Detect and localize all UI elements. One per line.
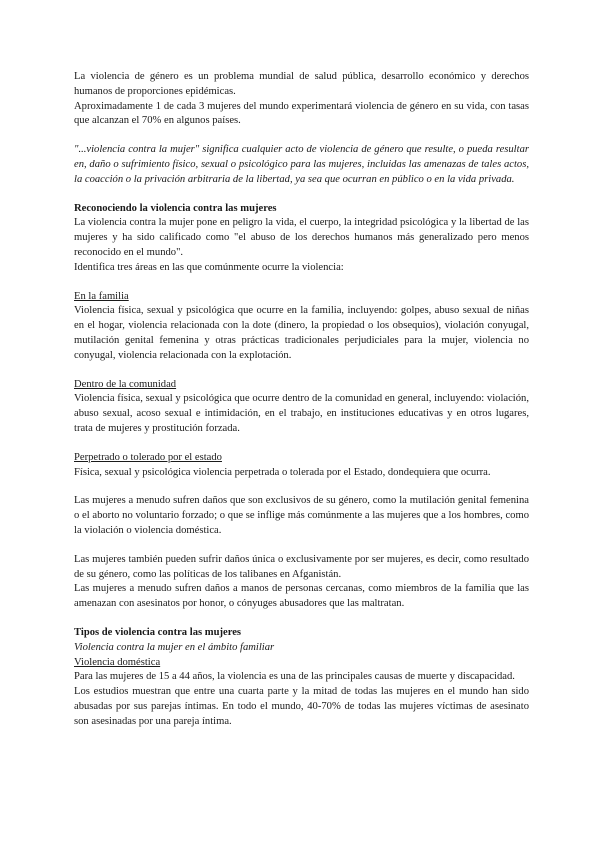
harm-group — [74, 553, 529, 612]
intro-paragraph-1: La violencia de género es un problema mundial de salud pública, desarrollo económico y derechos humanos de proporciones epidémicas. — [74, 71, 529, 97]
domestic-paragraph-1: Para las mujeres de 15 a 44 años, la violencia es una de las principales causas de muerte y discapacidad. — [74, 671, 515, 683]
intro-paragraph-2: Aproximadamente 1 de cada 3 mujeres del mundo experimentará violencia de género en su vida, con tasas que alcanzan el 70% en algunos países. — [74, 100, 529, 127]
area-text-community: Violencia física, sexual y psicológica que ocurre dentro de la comunidad en general, incluyendo: violación, abuso sexual, acoso sexual e intimidación, en el trabajo, en instituciones educativas y en otros lugares, trata de mujeres y prostitución forzada. — [74, 393, 529, 434]
section-types — [74, 626, 529, 730]
area-text-state: Física, sexual y psicológica violencia perpetrada o tolerada por el Estado, dondequiera que ocurra. — [74, 466, 491, 478]
area-title-family: En la familia — [74, 290, 129, 302]
domestic-violence-title: Violencia doméstica — [74, 656, 161, 668]
section-recognizing — [74, 202, 529, 276]
area-title-state: Perpetrado o tolerado por el estado — [74, 451, 222, 463]
area-state — [74, 451, 529, 481]
area-family — [74, 290, 529, 364]
section-heading-types: Tipos de violencia contra las mujeres — [74, 626, 242, 638]
harm-paragraph-1: Las mujeres a menudo sufren daños que son exclusivos de su género, como la mutilación genital femenina o el aborto no voluntario forzado; o que se inflige más comúnmente a las mujeres que a los hombres, como la violación o violencia doméstica. — [74, 495, 529, 536]
area-title-community: Dentro de la comunidad — [74, 378, 177, 390]
section-heading-recognizing: Reconociendo la violencia contra las mujeres — [74, 202, 277, 214]
definition-quote: "...violencia contra la mujer" significa cualquier acto de violencia de género que resulte, o pueda resultar en, daño o sufrimiento físico, sexual o psicológico para las mujeres, incluidas las amenazas de tales actos, la coacción o la privación arbitraria de la libertad, ya sea que ocurran en público o en la vida privada. — [74, 144, 529, 185]
document-page — [74, 70, 529, 729]
types-subheading: Violencia contra la mujer en el ámbito familiar — [74, 641, 275, 653]
recognizing-paragraph-2: Identifica tres áreas en las que comúnmente ocurre la violencia: — [74, 261, 344, 273]
recognizing-paragraph-1: La violencia contra la mujer pone en peligro la vida, el cuerpo, la integridad psicológica y la libertad de las mujeres y ha sido calificado como "el abuso de los derechos humanos más generalizado pero menos reconocido en el mundo". — [74, 217, 529, 258]
harm-paragraph-2: Las mujeres también pueden sufrir daños única o exclusivamente por ser mujeres, es decir, como resultado de su género, como las políticas de los talibanes en Afganistán. — [74, 553, 529, 580]
harm-paragraph-3: Las mujeres a menudo sufren daños a manos de personas cercanas, como miembros de la familia que las amenazan con asesinatos por honor, o cónyuges abusadores que las maltratan. — [74, 583, 529, 610]
domestic-paragraph-2: Los estudios muestran que entre una cuarta parte y la mitad de todas las mujeres en el mundo han sido abusadas por sus parejas íntimas. En todo el mundo, 40-70% de todas las mujeres víctimas de asesinato son asesinadas por una pareja íntima. — [74, 686, 529, 727]
area-text-family: Violencia física, sexual y psicológica que ocurre en la familia, incluyendo: golpes, abuso sexual de niñas en el hogar, violencia relacionada con la dote (dinero, la propiedad o los obsequios), violación conyugal, mutilación genital femenina y otras prácticas tradicionales perjudiciales para la mujer, violencia no conyugal, violencia relacionada con la explotación. — [74, 305, 529, 361]
area-community — [74, 378, 529, 437]
